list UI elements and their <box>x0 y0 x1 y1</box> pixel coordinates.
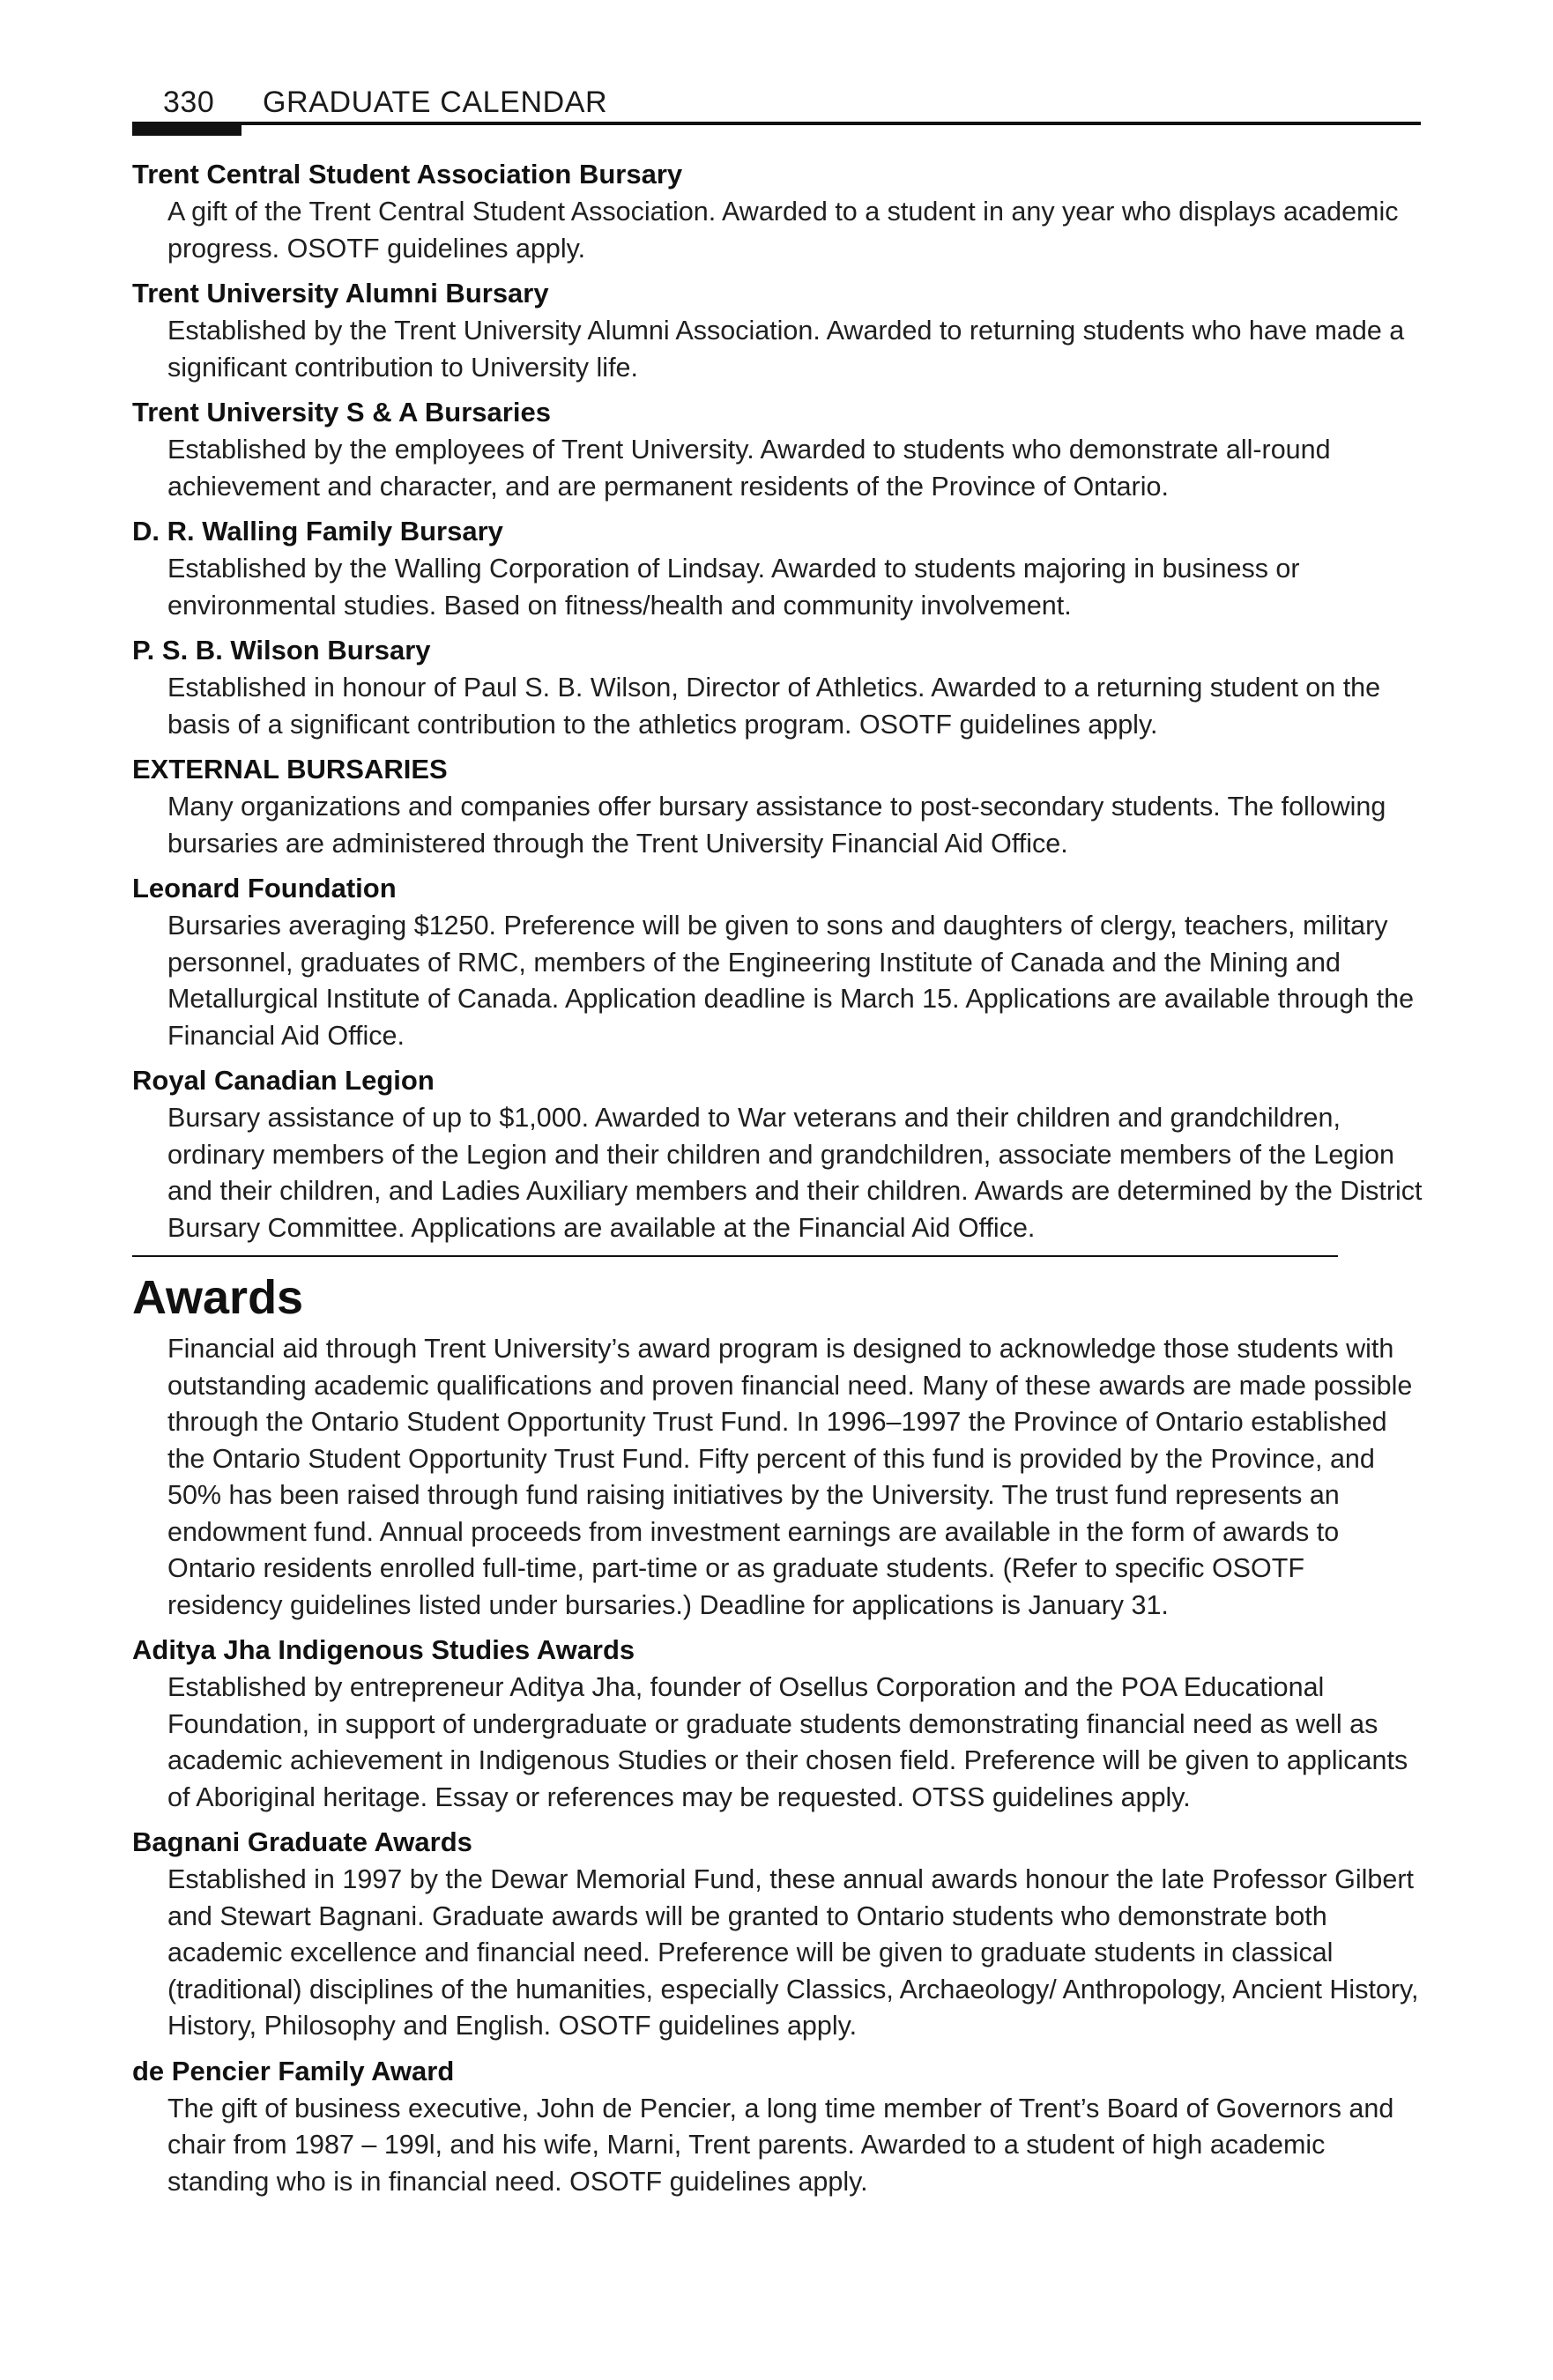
award-description: Established in 1997 by the Dewar Memorial Fund, these annual awards honour the late Professor Gilbert and Stewart Bagnani. Graduate awards will be granted to Ontario students who demonstrate both academic excellence and financial need. Preference will be given to graduate students in classical (traditional) disciplines of the humanities, especially Classics, Archaeology/ Anthropology, Ancient History, History, Philosophy and English. OSOTF guidelines apply. <box>167 1864 1419 2041</box>
running-header <box>132 81 1421 134</box>
bursary-entry <box>132 157 1423 267</box>
award-entry <box>132 2054 1423 2201</box>
running-title: GRADUATE CALENDAR <box>263 86 608 119</box>
header-tab-bar <box>132 123 241 136</box>
bursary-title: P. S. B. Wilson Bursary <box>132 635 431 666</box>
bursary-description: Established by the Walling Corporation of Lindsay. Awarded to students majoring in business or environmental studies. Based on fitness/health and community involvement. <box>167 554 1300 621</box>
bursary-entry <box>132 395 1423 505</box>
bursary-title: Trent University Alumni Bursary <box>132 278 549 309</box>
bursary-description: Established by the employees of Trent University. Awarded to students who demonstrate all-round achievement and character, and are permanent residents of the Province of Ontario. <box>167 435 1331 502</box>
award-title: Aditya Jha Indigenous Studies Awards <box>132 1634 635 1665</box>
header-rule <box>132 122 1421 125</box>
award-entry <box>132 1633 1423 1816</box>
bursary-entry <box>132 871 1423 1054</box>
bursary-description: A gift of the Trent Central Student Association. Awarded to a student in any year who displays academic progress. OSOTF guidelines apply. <box>167 197 1399 264</box>
bursary-description: Bursaries averaging $1250. Preference will be given to sons and daughters of clergy, teachers, military personnel, graduates of RMC, members of the Engineering Institute of Canada and the Mining and Metallurgical Institute of Canada. Application deadline is March 15. Applications are available through the Financial Aid Office. <box>167 911 1415 1051</box>
bursary-description: Bursary assistance of up to $1,000. Awarded to War veterans and their children and grandchildren, ordinary members of the Legion and their children and grandchildren, associate members of the Legion and their children, and Ladies Auxiliary members and their children. Awards are determined by the District Bursary Committee. Applications are available at the Financial Aid Office. <box>167 1103 1423 1243</box>
award-title: de Pencier Family Award <box>132 2055 455 2086</box>
bursary-title: Royal Canadian Legion <box>132 1065 435 1096</box>
subsection-heading: EXTERNAL BURSARIES <box>132 754 448 785</box>
bursary-title: Trent University S & A Bursaries <box>132 397 551 428</box>
award-description: Established by entrepreneur Aditya Jha, founder of Osellus Corporation and the POA Educational Foundation, in support of undergraduate or graduate students demonstrating financial need as well as academic achievement in Indigenous Studies or their chosen field. Preference will be given to applicants of Aboriginal heritage. Essay or references may be requested. OTSS guidelines apply. <box>167 1672 1408 1812</box>
award-entry <box>132 1825 1423 2045</box>
external-bursaries-entry <box>132 752 1423 862</box>
award-title: Bagnani Graduate Awards <box>132 1826 472 1857</box>
bursary-entry <box>132 1063 1423 1246</box>
bursary-title: D. R. Walling Family Bursary <box>132 516 503 547</box>
section-divider <box>132 1255 1338 1257</box>
bursary-description: Established by the Trent University Alumni Association. Awarded to returning students who have made a significant contribution to University life. <box>167 316 1405 383</box>
bursary-title: Leonard Foundation <box>132 873 397 904</box>
bursary-title: Trent Central Student Association Bursary <box>132 159 683 190</box>
bursary-description: Established in honour of Paul S. B. Wilson, Director of Athletics. Awarded to a returning student on the basis of a significant contribution to the athletics program. OSOTF guidelines apply. <box>167 673 1381 740</box>
page-content <box>132 157 1423 2209</box>
bursary-entry <box>132 514 1423 624</box>
bursary-entry <box>132 276 1423 386</box>
subsection-description: Many organizations and companies offer bursary assistance to post-secondary students. The following bursaries are administered through the Trent University Financial Aid Office. <box>167 792 1386 859</box>
page-number: 330 <box>163 86 215 119</box>
awards-intro: Financial aid through Trent University’s award program is designed to acknowledge those students with outstanding academic qualifications and proven financial need. Many of these awards are made possible through the Ontario Student Opportunity Trust Fund. In 1996–1997 the Province of Ontario established the Ontario Student Opportunity Trust Fund. Fifty percent of this fund is provided by the Province, and 50% has been raised through fund raising initiatives by the University. The trust fund represents an endowment fund. Annual proceeds from investment earnings are available in the form of awards to Ontario residents enrolled full-time, part-time or as graduate students. (Refer to specific OSOTF residency guidelines listed under bursaries.) Deadline for applications is January 31. <box>167 1334 1413 1620</box>
award-description: The gift of business executive, John de Pencier, a long time member of Trent’s Board of Governors and chair from 1987 – 199l, and his wife, Marni, Trent parents. Awarded to a student of high academic standing who is in financial need. OSOTF guidelines apply. <box>167 2093 1394 2197</box>
awards-heading: Awards <box>132 1271 304 1324</box>
bursary-entry <box>132 633 1423 743</box>
